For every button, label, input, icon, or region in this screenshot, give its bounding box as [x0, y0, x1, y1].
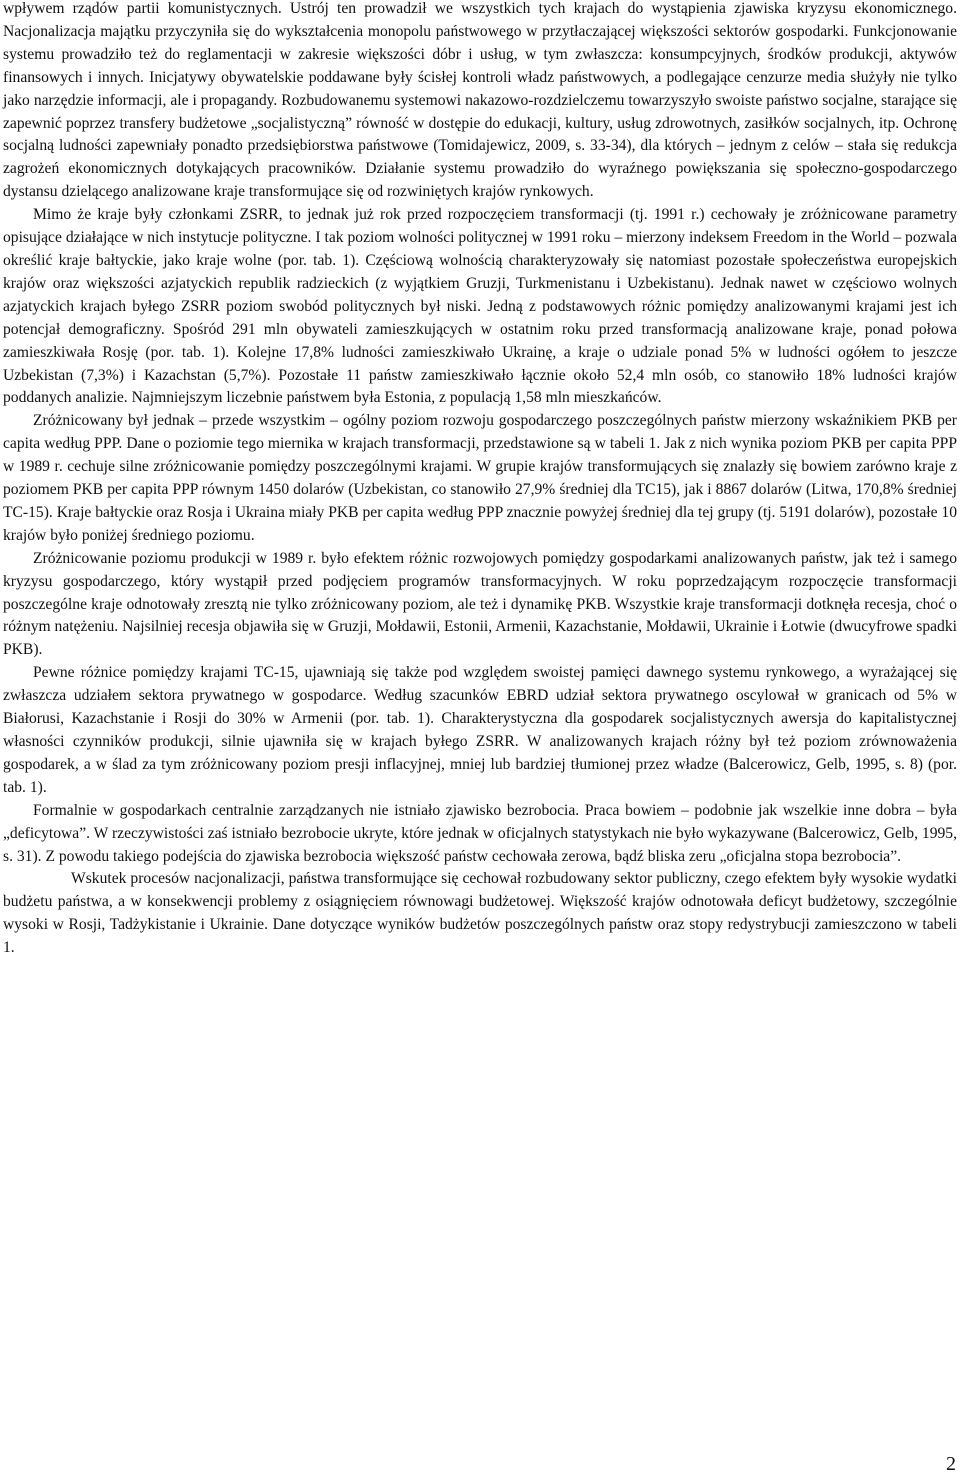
paragraph-5: Pewne różnice pomiędzy krajami TC-15, ujawniają się także pod względem swoistej pamięci dawnego systemu rynkowego, a wyrażającej się zwłaszcza udziałem sektora prywatnego w gospodarce. Według szacunków EBRD udział sektora prywatnego oscylował w granicach od 5% w Białorusi, Kazachstanie i Rosji do 30% w Armenii (por. tab. 1). Charakterystyczna dla gospodarek socjalistycznych awersja do kapitalistycznej własności czynników produkcji, silnie ujawniła się w krajach byłego ZSRR. W analizowanych krajach różny był też poziom zrównoważenia gospodarek, a w ślad za tym zróżnicowany poziom presji inflacyjnej, mniej lub bardziej tłumionej przez władze (Balcerowicz, Gelb, 1995, s. 8) (por. tab. 1). [3, 664, 957, 796]
page-number: 2 [946, 1453, 956, 1475]
paragraph-7: Wskutek procesów nacjonalizacji, państwa transformujące się cechował rozbudowany sektor publiczny, czego efektem były wysokie wydatki budżetu państwa, a w konsekwencji problemy z osiągnięciem równowagi budżetowej. Większość krajów odnotowała deficyt budżetowy, szczególnie wysoki w Rosji, Tadżykistanie i Ukrainie. Dane dotyczące wyników budżetów poszczególnych państw oraz stopy redystrybucji zamieszczono w tabeli 1. [3, 870, 957, 957]
body-text [3, 0, 957, 960]
paragraph-6: Formalnie w gospodarkach centralnie zarządzanych nie istniało zjawisko bezrobocia. Praca bowiem – podobnie jak wszelkie inne dobra – była „deficytowa”. W rzeczywistości zaś istniało bezrobocie ukryte, które jednak w oficjalnych statystykach nie było wykazywane (Balcerowicz, Gelb, 1995, s. 31). Z powodu takiego podejścia do zjawiska bezrobocia większość państw cechowała zerowa, bądź bliska zeru „oficjalna stopa bezrobocia”. [3, 801, 957, 865]
paragraph-1: wpływem rządów partii komunistycznych. Ustrój ten prowadził we wszystkich tych krajach do wystąpienia zjawiska kryzysu ekonomicznego. Nacjonalizacja majątku przyczyniła się do wykształcenia monopolu państwowego w przytłaczającej większości sektorów gospodarki. Funkcjonowanie systemu prowadziło też do reglamentacji w zakresie większości dóbr i usług, w tym zwłaszcza: konsumpcyjnych, środków produkcji, aktywów finansowych i innych. Inicjatywy obywatelskie poddawane były ścisłej kontroli władz państwowych, a podlegające cenzurze media służyły nie tylko jako narzędzie informacji, ale i propagandy. Rozbudowanemu systemowi nakazowo-rozdzielczemu towarzyszyło swoiste państwo socjalne, starające się zapewnić poprzez transfery budżetowe „socjalistyczną” równość w dostępie do edukacji, kultury, usług zdrowotnych, zasiłków socjalnych, itp. Ochronę socjalną ludności zapewniały ponadto przedsiębiorstwa państwowe (Tomidajewicz, 2009, s. 33-34), dla których – jednym z celów – stała się redukcja zagrożeń ekonomicznych dotykających pracowników. Działanie systemu prowadziło do wyraźnego powiększania się społeczno-gospodarczego dystansu dzielącego analizowane kraje transformujące się od rozwiniętych krajów rynkowych. [3, 0, 957, 201]
paragraph-3: Zróżnicowany był jednak – przede wszystkim – ogólny poziom rozwoju gospodarczego poszczególnych państw mierzony wskaźnikiem PKB per capita według PPP. Dane o poziomie tego miernika w krajach transformacji, przedstawione są w tabeli 1. Jak z nich wynika poziom PKB per capita PPP w 1989 r. cechuje silne zróżnicowanie pomiędzy poszczególnymi krajami. W grupie krajów transformujących się znalazły się bowiem zarówno kraje z poziomem PKB per capita PPP równym 1450 dolarów (Uzbekistan, co stanowiło 27,9% średniej dla TC15), jak i 8867 dolarów (Litwa, 170,8% średniej TC-15). Kraje bałtyckie oraz Rosja i Ukraina miały PKB per capita według PPP znacznie powyżej średniej dla tej grupy (tj. 5191 dolarów), pozostałe 10 krajów było poniżej średniego poziomu. [3, 412, 957, 544]
paragraph-4: Zróżnicowanie poziomu produkcji w 1989 r. było efektem różnic rozwojowych pomiędzy gospodarkami analizowanych państw, jak też i samego kryzysu gospodarczego, który wystąpił przed podjęciem programów transformacyjnych. W roku poprzedzającym rozpoczęcie transformacji poszczególne kraje odnotowały zresztą nie tylko zróżnicowany poziom, ale też i dynamikę PKB. Wszystkie kraje transformacji dotknęła recesja, choć o różnym natężeniu. Najsilniej recesja objawiła się w Gruzji, Mołdawii, Estonii, Armenii, Kazachstanie, Mołdawii, Ukrainie i Łotwie (dwucyfrowe spadki PKB). [3, 549, 957, 659]
paragraph-2: Mimo że kraje były członkami ZSRR, to jednak już rok przed rozpoczęciem transformacji (tj. 1991 r.) cechowały je zróżnicowane parametry opisujące działające w nich instytucje polityczne. I tak poziom wolności politycznej w 1991 roku – mierzony indeksem Freedom in the World – pozwala określić kraje bałtyckie, jako kraje wolne (por. tab. 1). Częściową wolnością charakteryzowały się natomiast pozostałe społeczeństwa europejskich krajów oraz większości azjatyckich republik radzieckich (z wyjątkiem Gruzji, Turkmenistanu i Uzbekistanu). Jednak nawet w częściowo wolnych azjatyckich krajach byłego ZSRR poziom swobód politycznych był niski. Jedną z podstawowych różnic pomiędzy analizowanymi krajami jest ich potencjał demograficzny. Spośród 291 mln obywateli zamieszkujących w ostatnim roku przed transformacją analizowane kraje, ponad połowa zamieszkiwała Rosję (por. tab. 1). Kolejne 17,8% ludności zamieszkiwało Ukrainę, a kraje o udziale ponad 5% w ludności ogółem to jeszcze Uzbekistan (7,3%) i Kazachstan (5,7%). Pozostałe 11 państw zamieszkiwało łącznie około 52,4 mln osób, co stanowiło 18% ludności krajów poddanych analizie. Najmniejszym liczebnie państwem była Estonia, z populacją 1,58 mln mieszkańców. [3, 206, 957, 407]
